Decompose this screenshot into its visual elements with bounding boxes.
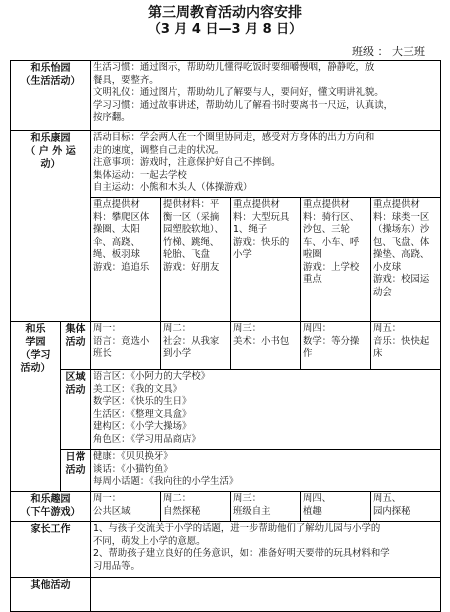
- other-content: [91, 578, 441, 612]
- family-line: 不同，萌发上小学的意愿。: [93, 535, 206, 547]
- outdoor-day-cell: 重点提供材料：攀爬区体操圈、太阳伞、高跷、绳、板羽球 游戏：追追乐: [91, 198, 161, 322]
- daily-line: 每周小话题：《我向往的小学生活》: [93, 476, 239, 487]
- daily-activity-label: 日常 活动: [61, 450, 91, 492]
- group-day-cell: 周五： 音乐：快快起床: [371, 322, 441, 370]
- life-line: 文明礼仪：通过图片，帮助幼儿了解要与人，要问好，懂文明讲礼貌。: [93, 87, 384, 98]
- group-day-cell: 周二： 社会：从我家到小学: [161, 322, 231, 370]
- family-label: 家长工作: [11, 522, 91, 578]
- family-line: 1、与孩子交流关于小学的话题，进一步帮助他们了解幼儿园与小学的: [93, 523, 381, 534]
- daily-line: 谈话：《小猫钓鱼》: [93, 463, 173, 475]
- other-label: 其他活动: [11, 578, 91, 612]
- life-line: 餐具，要整齐。: [93, 74, 159, 86]
- learning-area-row: [11, 370, 441, 450]
- area-content: [91, 370, 441, 450]
- afternoon-day-cell: 周一： 公共区域: [91, 492, 161, 522]
- group-day-cell: 周四： 数学：等分操作: [301, 322, 371, 370]
- afternoon-day-cell: 周四、 植趣: [301, 492, 371, 522]
- outdoor-line: 活动目标：学会两人在一个圈里协同走，感受对方身体的出力方向和: [93, 132, 375, 143]
- page-title: 第三周教育活动内容安排: [148, 5, 302, 21]
- group-day-cell: 周三： 美术：小书包: [231, 322, 301, 370]
- life-label: 和乐怡园 （生活活动）: [11, 61, 91, 131]
- area-activity-label: 区域 活动: [61, 370, 91, 450]
- learning-label: 和乐 学园 （学习 活动）: [11, 322, 61, 492]
- family-content: [91, 522, 441, 578]
- afternoon-day-cell: 周二： 自然探秘: [161, 492, 231, 522]
- outdoor-day-cell: 重点提供材料：大型玩具1、绳子 游戏：快乐的小学: [231, 198, 301, 322]
- family-line: 2、帮助孩子建立良好的任务意识，如：准备好明天要带的玩具材料和学: [93, 548, 390, 559]
- class-label: 班级 ： 大三班: [352, 45, 425, 58]
- area-line: 数学区：《快乐的生日》: [93, 396, 192, 407]
- daily-line: 健康：《贝贝换牙》: [93, 451, 173, 462]
- learning-group-row: [11, 322, 441, 370]
- schedule-table: [10, 60, 441, 612]
- family-line: 习用品等。: [93, 560, 140, 572]
- life-content: [91, 61, 441, 131]
- outdoor-label: 和乐康园 （ 户 外 运 动）: [11, 131, 91, 322]
- group-activity-label: 集体 活动: [61, 322, 91, 370]
- afternoon-label: 和乐趣园 （下午游戏）: [11, 492, 91, 522]
- daily-content: [91, 450, 441, 492]
- life-line: 生活习惯：通过图示，帮助幼儿懂得吃饭时要细嚼慢咽，静静吃，放: [93, 62, 375, 73]
- life-line: 按序翻。: [93, 112, 131, 123]
- life-row: [11, 61, 441, 131]
- date-range: （3 月 4 日—3 月 8 日）: [147, 22, 303, 37]
- outdoor-line: 注意事项：游戏时，注意保护好自己不摔倒。: [93, 157, 281, 168]
- family-row: [11, 522, 441, 578]
- area-line: 建构区：《小学大操场》: [93, 421, 192, 432]
- outdoor-line: 走的速度，调整自己走的状况。: [93, 144, 225, 156]
- outdoor-row: [11, 131, 441, 198]
- group-day-cell: 周一： 语言：竟选小班长: [91, 322, 161, 370]
- outdoor-day-cell: 重点提供材料：球类一区（操场东）沙包、飞盘、体操垫、高跷、小皮球 游戏：校园运动会: [371, 198, 441, 322]
- area-line: 角色区：《学习用品商店》: [93, 433, 201, 445]
- outdoor-day-cell: 重点提供材料：骑行区、沙包、三轮车、小车、呼啦圈 游戏：上学校重点: [301, 198, 371, 322]
- area-line: 生活区：《整理文具盒》: [93, 408, 192, 420]
- outdoor-content: [91, 131, 441, 198]
- outdoor-line: 自主运动：小熊和木头人（体操游戏）: [93, 182, 253, 193]
- outdoor-day-cell: 提供材料：平衡一区（采摘园塑胶软地）、竹梯、跳绳、轮胎、飞盘 游戏：好朋友: [161, 198, 231, 322]
- area-line: 语言区：《小阿力的大学校》: [93, 371, 211, 382]
- afternoon-day-cell: 周三： 班级自主: [231, 492, 301, 522]
- life-line: 学习习惯：通过故事讲述，帮助幼儿了解看书时要离书一尺远，认真读，: [93, 99, 394, 111]
- other-row: [11, 578, 441, 612]
- outdoor-line: 集体运动：一起去学校: [93, 169, 187, 181]
- afternoon-row: [11, 492, 441, 522]
- area-line: 美工区：《我的文具》: [93, 383, 183, 395]
- learning-daily-row: [11, 450, 441, 492]
- afternoon-day-cell: 周五、 园内探秘: [371, 492, 441, 522]
